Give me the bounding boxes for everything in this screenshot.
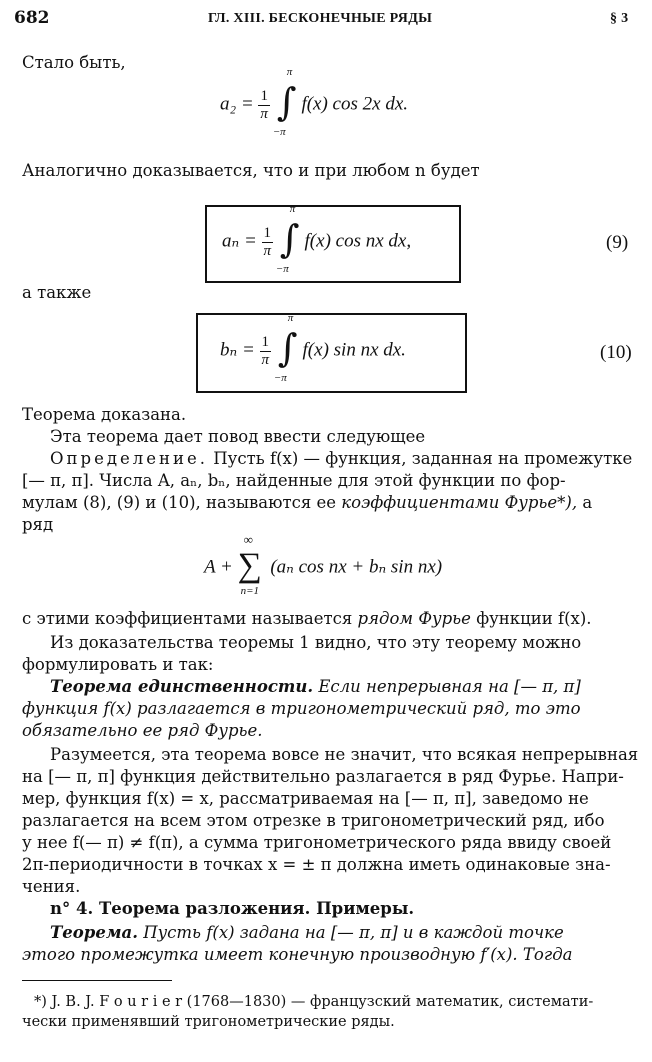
formula-a2-integrand: f(x) cos 2x dx. <box>301 93 408 115</box>
formula-9-fraction: $\frac{1}{\pi}$ <box>263 224 272 259</box>
footnote-rule <box>22 980 172 981</box>
definition-line-3: мулам (8), (9) и (10), называются ее коэффициентами Фурье*), а <box>22 493 593 512</box>
running-title: ГЛ. XIII. БЕСКОНЕЧНЫЕ РЯДЫ <box>208 11 433 26</box>
footnote-line-2: чески применявший тригонометрические ряды. <box>22 1014 395 1030</box>
paragraph-line-5: у нее f(— π) ≠ f(π), а сумма тригонометрического ряда ввиду своей <box>22 833 612 852</box>
formula-10-lhs: bₙ = <box>220 339 255 361</box>
equation-number-9: (9) <box>606 232 629 253</box>
section-mark: § 3 <box>610 11 629 26</box>
proved-text: Теорема доказана. <box>22 405 187 424</box>
definition-line-1: Определение. Пусть f(x) — функция, заданная на промежутке <box>50 449 633 468</box>
formula-10-integrand: f(x) sin nx dx. <box>302 339 406 361</box>
series-caption: с этими коэффициентами называется рядом Фурье функции f(x). <box>22 609 592 628</box>
paragraph-line-6: 2π-периодичности в точках x = ± π должна иметь одинаковые зна- <box>22 855 611 874</box>
paragraph-line-7: чения. <box>22 877 81 896</box>
sigma-icon: ∑ ∞ n=1 <box>237 532 262 597</box>
formula-a2-lhs: a₂ = <box>220 93 254 115</box>
paragraph-line-4: разлагается на всем этом отрезке в тригонометрический ряд, ибо <box>22 811 605 830</box>
integral-sign: ∫ π −π <box>275 203 300 275</box>
formula-fourier-series <box>204 532 443 597</box>
formula-9 <box>222 203 412 275</box>
from-proof-line-2: формулировать и так: <box>22 655 214 674</box>
equation-number-10: (10) <box>600 342 632 363</box>
also-text: а также <box>22 283 92 302</box>
definition-word: Определение. <box>50 449 209 468</box>
expansion-theorem-line-1: Теорема. Пусть f(x) задана на [— π, π] и в каждой точке <box>50 923 564 942</box>
formula-9-integrand: f(x) cos nx dx, <box>304 230 412 252</box>
definition-line-2: [— π, π]. Числа A, aₙ, bₙ, найденные для этой функции по фор- <box>22 471 566 490</box>
uniqueness-line-3: обязательно ее ряд Фурье. <box>22 721 263 740</box>
integral-sign: ∫ π −π <box>273 312 298 384</box>
formula-10-fraction: $\frac{1}{\pi}$ <box>261 333 270 368</box>
formula-a2 <box>220 66 408 138</box>
definition-line-4: ряд <box>22 515 54 534</box>
analog-line: Аналогично доказывается, что и при любом n будет <box>22 161 480 180</box>
formula-a2-fraction: $\frac{1}{\pi}$ <box>260 87 268 122</box>
section-4-title: n° 4. Теорема разложения. Примеры. <box>50 899 415 918</box>
formula-10 <box>220 312 406 384</box>
integral-sign: ∫ π −π <box>272 66 297 138</box>
footnote-line-1: *) J. B. J. F o u r i e r (1768—1830) — французский математик, системати- <box>34 994 594 1010</box>
gives-reason-text: Эта теорема дает повод ввести следующее <box>50 427 426 446</box>
paragraph-line-3: мер, функция f(x) = x, рассматриваемая на [— π, π], заведомо не <box>22 789 589 808</box>
paragraph-line-2: на [— π, π] функция действительно разлагается в ряд Фурье. Напри- <box>22 767 624 786</box>
from-proof-line-1: Из доказательства теоремы 1 видно, что эту теорему можно <box>50 633 582 652</box>
series-lead: A + <box>204 556 233 578</box>
expansion-theorem-line-2: этого промежутка имеет конечную производную f′(x). Тогда <box>22 945 573 964</box>
uniqueness-line-2: функция f(x) разлагается в тригонометрический ряд, то это <box>22 699 581 718</box>
intro-text: Стало быть, <box>22 53 126 72</box>
uniqueness-title: Теорема единственности. <box>50 677 314 696</box>
uniqueness-line-1: Теорема единственности. Если непрерывная на [— π, π] <box>50 677 581 696</box>
formula-9-lhs: aₙ = <box>222 230 257 252</box>
page-number: 682 <box>14 8 50 28</box>
series-body: (aₙ cos nx + bₙ sin nx) <box>270 556 443 578</box>
expansion-theorem-title: Теорема. <box>50 923 138 942</box>
paragraph-line-1: Разумеется, эта теорема вовсе не значит, что всякая непрерывная <box>50 745 639 764</box>
fourier-coefficients-term: коэффициентами Фурье*), <box>341 493 578 512</box>
